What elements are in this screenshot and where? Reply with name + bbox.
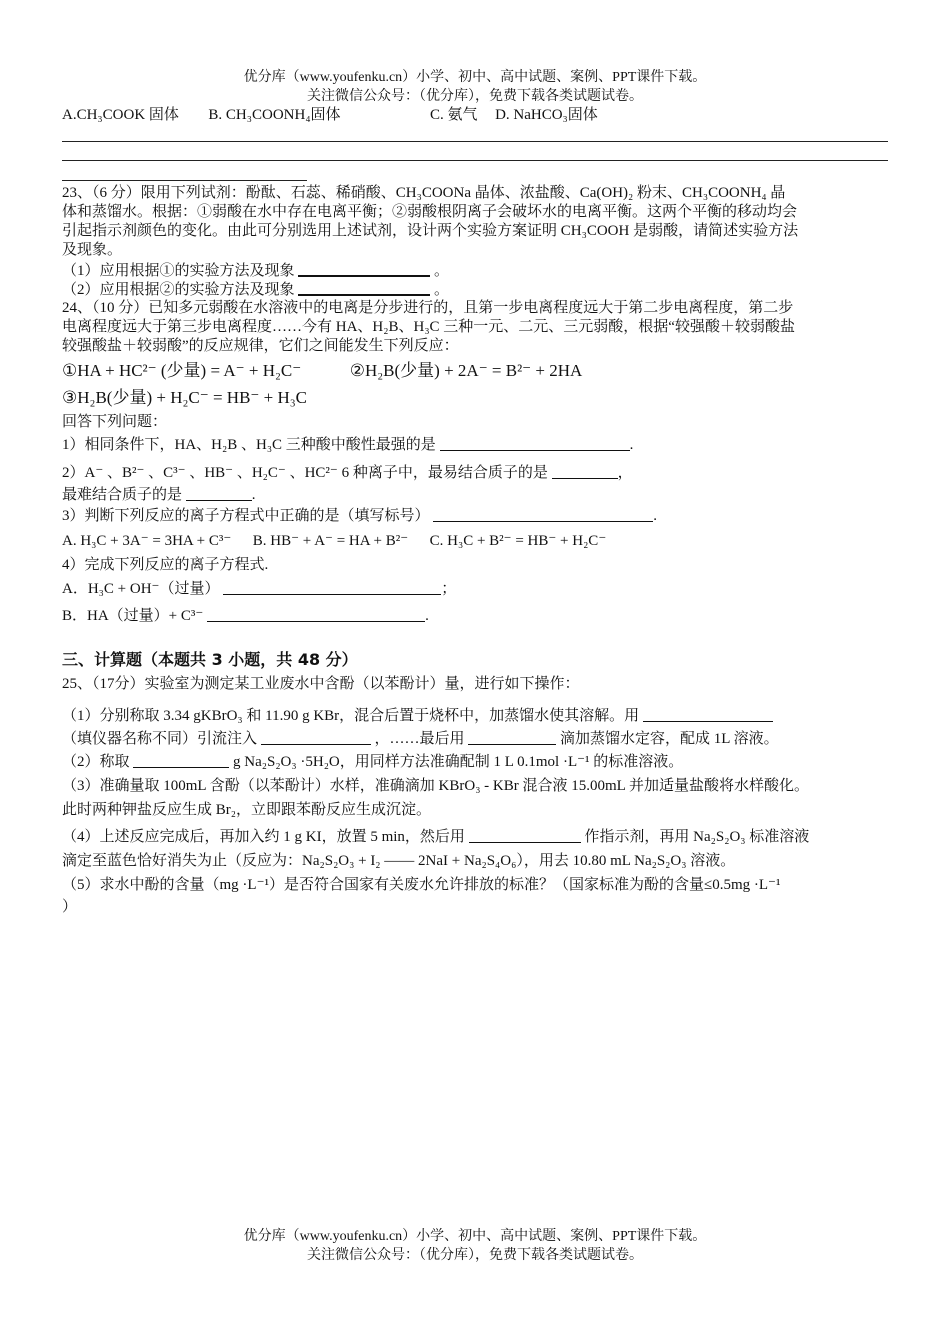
answer-blank[interactable] (261, 730, 371, 745)
q24-part-4b-text: B．HA（过量）+ C³⁻ (62, 608, 204, 624)
q25-step-1-line-2 (62, 730, 779, 749)
q23-sub-1-text: （1）应用根据①的实验方法及现象 (62, 263, 295, 279)
q24-part-4a: A．H₃C + OH⁻（过量） ； (62, 581, 457, 597)
q24-option-c: C. H₃C + B²⁻ = HB⁻ + H₂C⁻ (429, 533, 607, 549)
page-header (0, 68, 950, 106)
q25-step-1-text-d: 滴加蒸馏水定容，配成 1L 溶液。 (560, 731, 779, 747)
reaction-2: ②H₂B(少量) + 2A⁻ = B²⁻ + 2HA (349, 361, 583, 380)
q24-part-2b-text: 最难结合质子的是 (62, 487, 183, 503)
q25-step-4-text-a: （4）上述反应完成后，再加入约 1 g KI，放置 5 min，然后用 (62, 829, 465, 845)
q23-sub-2-end: 。 (434, 282, 450, 298)
q23-line-2: 体和蒸馏水。根据：①弱酸在水中存在电离平衡；②弱酸根阴离子会破坏水的电离平衡。这两个平衡的移动均会 (62, 204, 798, 220)
q25-step-5-line-2: ） (62, 899, 78, 915)
footer-line-2: 关注微信公众号：（优分库），免费下载各类试题试卷。 (307, 1248, 643, 1263)
q25-step-2-text-a: （2）称取 (62, 754, 130, 770)
q23-line-1: 23、（6 分）限用下列试剂：酚酞、石蕊、稀硝酸、CH₃COONa 晶体、浓盐酸、Ca(OH)₂ 粉末、CH₃COONH₄ 晶 (62, 185, 786, 201)
page-footer (0, 1227, 950, 1265)
q24-part-3-options (62, 532, 606, 551)
q24-part-2b: 最难结合质子的是 . (62, 487, 256, 503)
header-line-2: 关注微信公众号：（优分库），免费下载各类试题试卷。 (307, 89, 643, 104)
section-3-title: 三、计算题（本题共 3 小题，共 48 分） (62, 650, 358, 669)
answer-blank[interactable] (468, 730, 556, 745)
q25-step-4-text-b: 作指示剂，再用 Na₂S₂O₃ 标准溶液 (584, 829, 810, 845)
answer-blank[interactable] (433, 507, 653, 522)
q22-options (62, 106, 598, 125)
answer-line (62, 141, 888, 142)
q25-step-1-line-1 (62, 707, 773, 726)
q24-part-2-text: 2）A⁻ 、B²⁻ 、C³⁻ 、HB⁻ 、H₂C⁻ 、HC²⁻ 6 种离子中，最易结合质子的是 (62, 465, 548, 481)
q24-line-3: 较强酸盐＋较弱酸”的反应规律，它们之间能发生下列反应： (62, 338, 459, 354)
q24-reactions-row (62, 361, 582, 380)
q22-option-b: B. CH₃COONH₄固体 (208, 107, 341, 123)
answer-blank[interactable] (298, 280, 430, 296)
q24-part-4a-text: A．H₃C + OH⁻（过量） (62, 581, 220, 597)
q23-sub-2 (62, 280, 449, 300)
answer-line (62, 160, 888, 161)
q25-step-1-text: （1）分别称取 3.34 gKBrO₃ 和 11.90 g KBr，混合后置于烧杯中，加蒸馏水使其溶解。用 (62, 708, 640, 724)
q24-line-1: 24、（10 分）已知多元弱酸在水溶液中的电离是分步进行的，且第一步电离程度远大于第二步电离程度，第二步 (62, 300, 794, 316)
answer-blank[interactable] (440, 436, 630, 451)
q23-line-4: 及现象。 (62, 242, 123, 258)
q24-part-2: 2）A⁻ 、B²⁻ 、C³⁻ 、HB⁻ 、H₂C⁻ 、HC²⁻ 6 种离子中，最易结合质子的是 ， (62, 465, 633, 481)
answer-blank[interactable] (133, 753, 229, 768)
q23-line-3: 引起指示剂颜色的变化。由此可分别选用上述试剂，设计两个实验方案证明 CH₃COOH 是弱酸，请简述实验方法 (62, 223, 799, 239)
reaction-1: ①HA + HC²⁻ (少量) = A⁻ + H₂C⁻ (62, 361, 302, 380)
answer-blank[interactable] (298, 261, 430, 277)
q24-part-3: 3）判断下列反应的离子方程式中正确的是（填写标号） . (62, 508, 658, 524)
answer-line (62, 180, 307, 181)
answer-blank[interactable] (186, 486, 252, 501)
q22-option-c: C. 氨气 (430, 107, 478, 123)
q24-part-1: 1）相同条件下，HA、H₂B 、H₃C 三种酸中酸性最强的是 . (62, 437, 634, 453)
q24-line-2: 电离程度远大于第三步电离程度……今有 HA、H₂B、H₃C 三种一元、二元、三元弱酸，根据“较强酸＋较弱酸盐 (62, 319, 795, 335)
q25-step-4-line-1 (62, 828, 809, 847)
footer-line-1: 优分库（www.youfenku.cn）小学、初中、高中试题、案例、PPT课件下载。 (243, 1229, 707, 1244)
q23-sub-1-end: 。 (434, 263, 450, 279)
answer-blank[interactable] (552, 464, 618, 479)
q25-step-3-line-1: （3）准确量取 100mL 含酚（以苯酚计）水样，准确滴加 KBrO₃ - KBr 混合液 15.00mL 并加适量盐酸将水样酸化。 (62, 778, 810, 794)
q24-part-1-text: 1）相同条件下，HA、H₂B 、H₃C 三种酸中酸性最强的是 (62, 437, 436, 453)
header-line-1: 优分库（www.youfenku.cn）小学、初中、高中试题、案例、PPT课件下载。 (243, 70, 707, 85)
q24-option-a: A. H₃C + 3A⁻ = 3HA + C³⁻ (62, 533, 232, 549)
q25-step-4-line-2: 滴定至蓝色恰好消失为止（反应为：Na₂S₂O₃ + I₂ —— 2NaI + Na₂S₄O₆），用去 10.80 mL Na₂S₂O₃ 溶液。 (62, 853, 736, 869)
q23-sub-1 (62, 261, 449, 281)
q25-step-3-line-2: 此时两种钾盐反应生成 Br₂，立即跟苯酚反应生成沉淀。 (62, 802, 431, 818)
q24-part-4b: B．HA（过量）+ C³⁻ . (62, 608, 429, 624)
answer-blank[interactable] (223, 580, 441, 595)
q22-option-a: A.CH₃COOK 固体 (62, 107, 179, 123)
answer-blank[interactable] (469, 828, 581, 843)
q24-part-4: 4）完成下列反应的离子方程式. (62, 557, 269, 573)
q22-option-d: D. NaHCO₃固体 (495, 107, 598, 123)
reaction-3: ③H₂B(少量) + H₂C⁻ = HB⁻ + H₃C (62, 388, 308, 407)
q25-step-1-text-b: （填仪器名称不同）引流注入 (62, 731, 258, 747)
q23-sub-2-text: （2）应用根据②的实验方法及现象 (62, 282, 295, 298)
q24-answer-prompt: 回答下列问题： (62, 414, 168, 430)
q25-step-2-text-b: g Na₂S₂O₃ ·5H₂O，用同样方法准确配制 1 L 0.1mol ·L⁻¹ 的标准溶液。 (233, 754, 684, 770)
q25-step-5-line-1: （5）求水中酚的含量（mg ·L⁻¹）是否符合国家有关废水允许排放的标准？（国家标准为酚的含量≤0.5mg ·L⁻¹ (62, 877, 781, 893)
q25-intro: 25、（17分）实验室为测定某工业废水中含酚（以苯酚计）量，进行如下操作： (62, 676, 580, 692)
answer-blank[interactable] (207, 607, 425, 622)
q25-step-1-text-c: ，……最后用 (374, 731, 465, 747)
q25-step-2 (62, 753, 683, 772)
q24-part-3-text: 3）判断下列反应的离子方程式中正确的是（填写标号） (62, 508, 430, 524)
answer-blank[interactable] (643, 707, 773, 722)
q24-option-b: B. HB⁻ + A⁻ = HA + B²⁻ (252, 533, 409, 549)
